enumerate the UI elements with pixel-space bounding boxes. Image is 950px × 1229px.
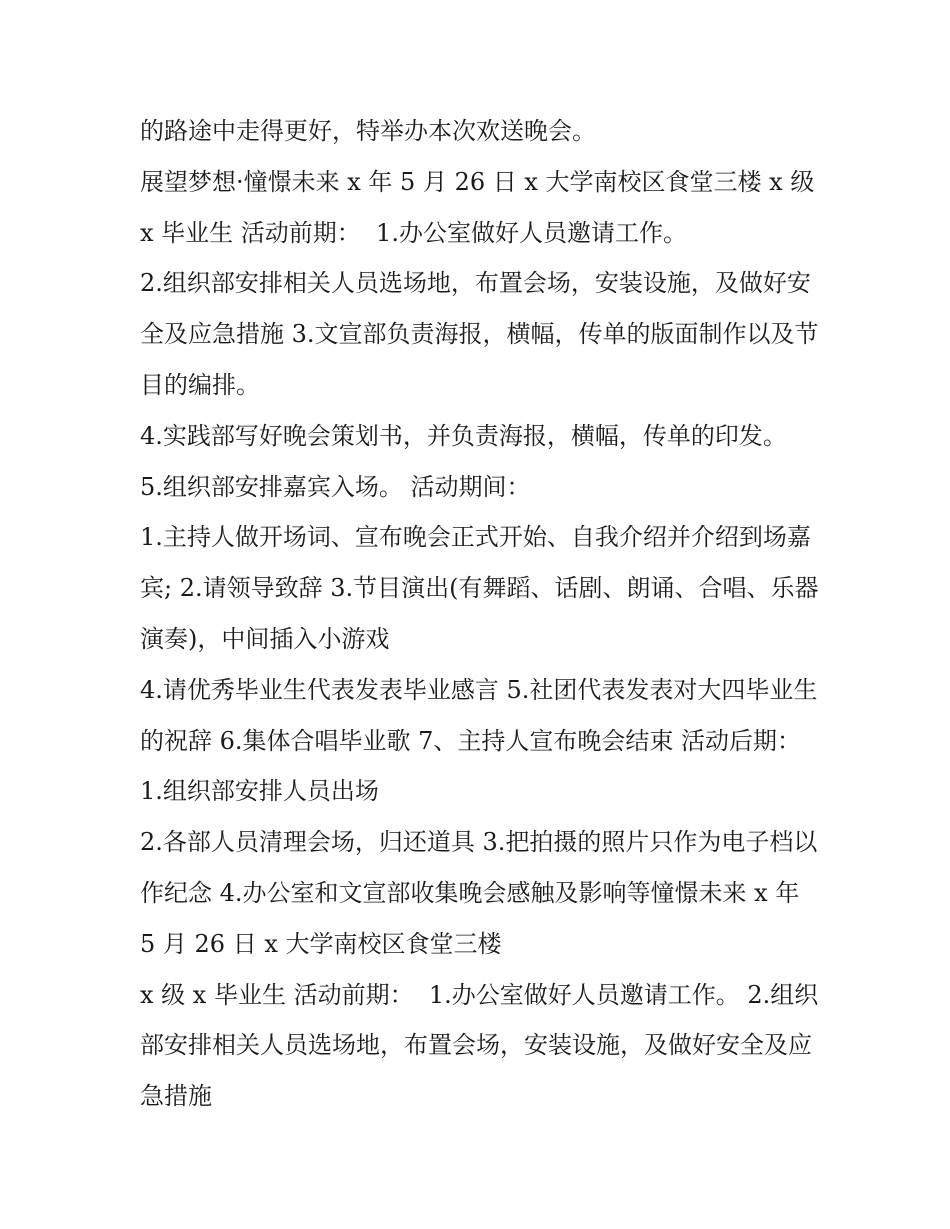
paragraph-2: 展望梦想·憧憬未来 x 年 5 月 26 日 x 大学南校区食堂三楼 x 级 x 毕业生 活动前期： 1.办公室做好人员邀请工作。 — [140, 167, 822, 247]
paragraph-9: x 级 x 毕业生 活动前期： 1.办公室做好人员邀请工作。 2.组织部安排相关人员选场地，布置会场，安装设施，及做好安全及应急措施 — [140, 980, 819, 1111]
paragraph-5: 5.组织部安排嘉宾入场。 活动期间： — [140, 472, 531, 501]
paragraph-6: 1.主持人做开场词、宣布晚会正式开始、自我介绍并介绍到场嘉宾; 2.请领导致辞 3.节目演出(有舞蹈、话剧、朗诵、合唱、乐器演奏)，中间插入小游戏 — [140, 523, 819, 653]
paragraph-8: 2.各部人员清理会场，归还道具 3.把拍摄的照片只作为电子档以作纪念 4.办公室和文宣部收集晚会感触及影响等憧憬未来 x 年 5 月 26 日 x 大学南校区食堂三楼 — [140, 828, 818, 958]
document-body — [140, 106, 820, 1122]
paragraph-1: 的路途中走得更好，特举办本次欢送晚会。 — [140, 117, 596, 145]
paragraph-4: 4.实践部写好晚会策划书，并负责海报，横幅，传单的印发。 — [140, 421, 787, 450]
paragraph-7: 4.请优秀毕业生代表发表毕业感言 5.社团代表发表对大四毕业生的祝辞 6.集体合唱毕业歌 7、主持人宣布晚会结束 活动后期： 1.组织部安排人员出场 — [140, 675, 818, 806]
paragraph-3: 2.组织部安排相关人员选场地，布置会场，安装设施，及做好安全及应急措施 3.文宣部负责海报，横幅，传单的版面制作以及节目的编排。 — [140, 269, 819, 399]
